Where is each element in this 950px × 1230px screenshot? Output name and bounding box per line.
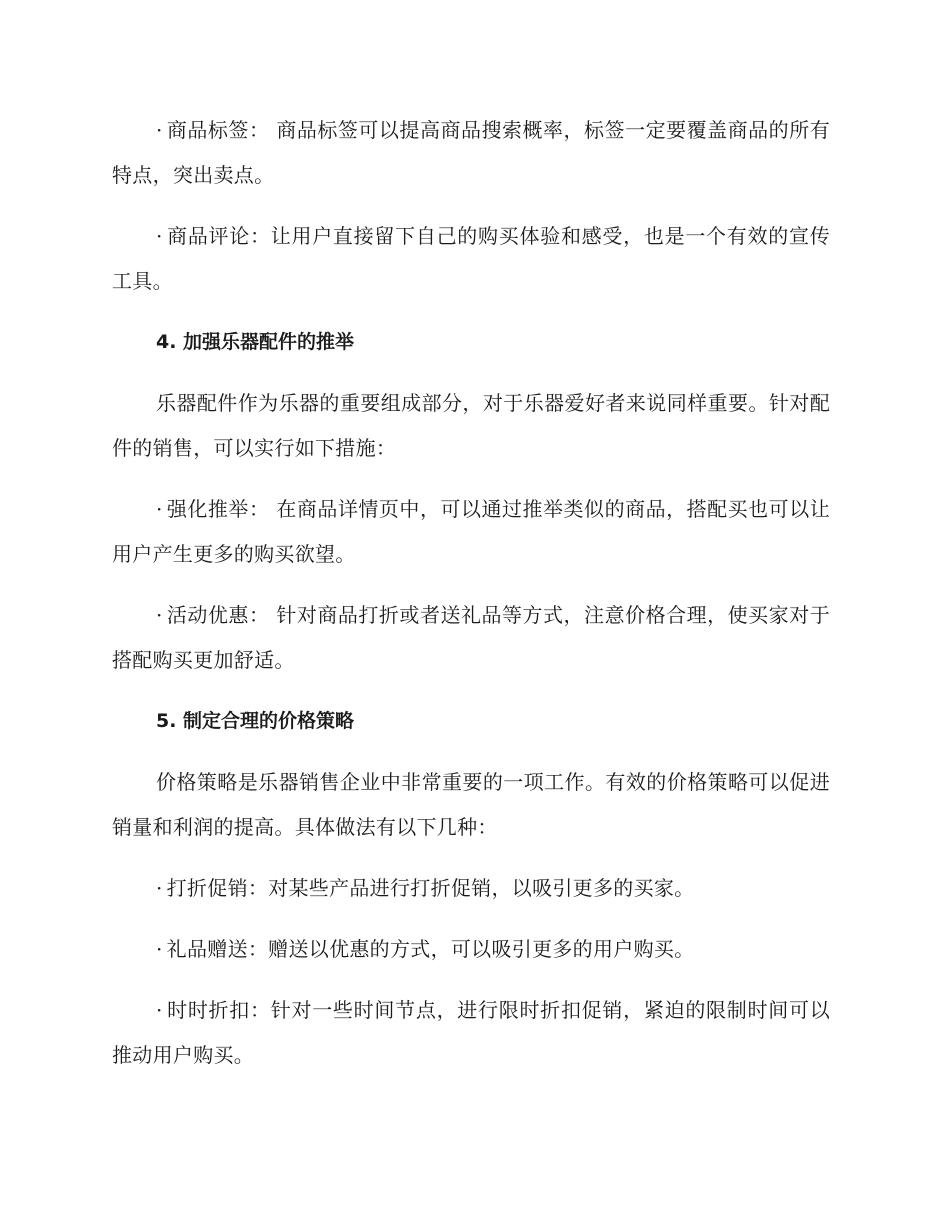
bullet-text: 赠送以优惠的方式，可以吸引更多的用户购买。 <box>268 937 695 961</box>
bullet-text: 让用户直接留下自己的购买体验和感受，也是一个有效的宣传工具。 <box>112 224 830 293</box>
bullet-dot: · <box>156 876 163 900</box>
section-heading-4: 4. 加强乐器配件的推举 <box>156 331 355 353</box>
bullet-dot: · <box>156 497 163 521</box>
bullet-item-discount-promotion <box>112 866 830 911</box>
bullet-item-gift-giving <box>112 927 830 972</box>
bullet-dot: · <box>156 603 163 627</box>
bullet-item-promotions <box>112 593 830 683</box>
bullet-label: 商品标签： <box>166 118 270 142</box>
bullet-label: 礼品赠送： <box>166 937 269 961</box>
bullet-dot: · <box>156 937 163 961</box>
bullet-dot: · <box>156 224 163 248</box>
bullet-dot: · <box>156 118 163 142</box>
section-4-intro: 乐器配件作为乐器的重要组成部分，对于乐器爱好者来说同样重要。针对配件的销售，可以实行如下措施： <box>112 391 830 460</box>
bullet-label: 商品评论： <box>166 224 271 248</box>
bullet-text: 针对商品打折或者送礼品等方式，注意价格合理，使买家对于搭配购买更加舒适。 <box>112 603 831 672</box>
bullet-label: 活动优惠： <box>166 603 270 627</box>
bullet-text: 对某些产品进行打折促销，以吸引更多的买家。 <box>268 876 695 900</box>
bullet-text: 针对一些时间节点，进行限时折扣促销，紧迫的限制时间可以推动用户购买。 <box>112 998 830 1067</box>
bullet-item-strengthen-recommendation <box>112 487 830 577</box>
bullet-label: 打折促销： <box>166 876 269 900</box>
bullet-dot: · <box>156 998 163 1022</box>
bullet-item-product-reviews <box>112 214 830 304</box>
bullet-item-timed-discount <box>112 988 830 1078</box>
section-5-intro: 价格策略是乐器销售企业中非常重要的一项工作。有效的价格策略可以促进销量和利润的提高。具体做法有以下几种： <box>112 770 830 839</box>
document-page <box>112 108 830 1094</box>
bullet-text: 商品标签可以提高商品搜索概率，标签一定要覆盖商品的所有特点，突出卖点。 <box>112 118 831 187</box>
section-heading-5: 5. 制定合理的价格策略 <box>156 710 355 732</box>
bullet-text: 在商品详情页中，可以通过推举类似的商品，搭配买也可以让用户产生更多的购买欲望。 <box>112 497 831 566</box>
bullet-label: 时时折扣： <box>166 998 271 1022</box>
bullet-item-product-tags <box>112 108 830 198</box>
bullet-label: 强化推举： <box>166 497 270 521</box>
